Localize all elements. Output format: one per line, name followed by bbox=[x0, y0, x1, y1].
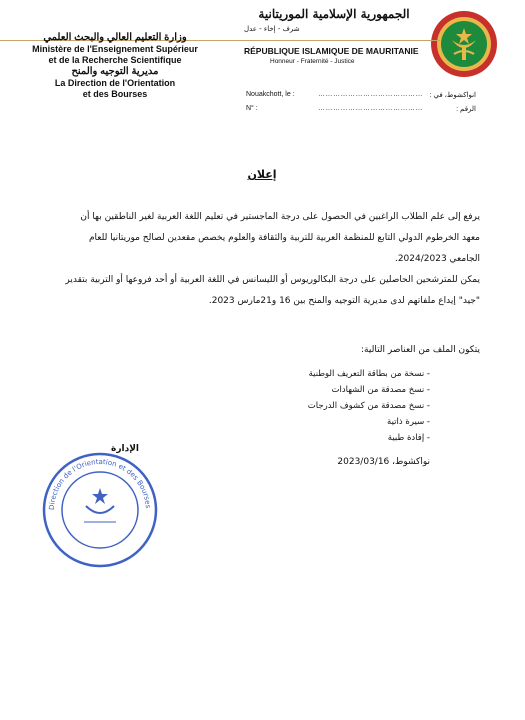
ministry-french-line2: et de la Recherche Scientifique bbox=[48, 55, 182, 65]
announcement-paragraph-2: يمكن للمترشحين الحاصلين على درجة البكالوريوس أو الليسانس في اللغة العربية أو أحد فروعها أو التربية بتقدير "جيد" إيداع ملفاتهم لدى مديرية التوجيه والمنح بين 16 و21مارس 2023. bbox=[65, 275, 480, 306]
list-item: - إفادة طبية bbox=[200, 430, 430, 446]
direction-arabic: مديرية التوجيه والمنح bbox=[71, 66, 159, 77]
requirements-list bbox=[200, 366, 430, 446]
list-item: - سيرة ذاتية bbox=[200, 414, 430, 430]
national-emblem-icon bbox=[430, 10, 498, 78]
issue-date: نواكشوط، 2023/03/16 bbox=[337, 457, 430, 467]
number-label-french: N° : bbox=[246, 105, 258, 112]
motto-french: Honneur - Fraternité - Justice bbox=[270, 58, 355, 65]
svg-text:Direction de l'Orientation et: Direction de l'Orientation et des Bourses bbox=[47, 457, 152, 511]
place-label-arabic: انواكشوط، في : bbox=[429, 92, 476, 99]
republic-name-french: RÉPUBLIQUE ISLAMIQUE DE MAURITANIE bbox=[244, 46, 419, 56]
list-item: - نسخ مصدقة من الشهادات bbox=[200, 382, 430, 398]
number-label-arabic: الرقم : bbox=[456, 106, 476, 113]
place-dots: …………………………………… bbox=[318, 91, 423, 98]
ministry-arabic: وزارة التعليم العالي والبحث العلمي bbox=[43, 32, 187, 43]
list-item: - نسخ مصدقة من كشوف الدرجات bbox=[200, 398, 430, 414]
place-label-french: Nouakchott, le : bbox=[246, 91, 295, 98]
number-dots: …………………………………… bbox=[318, 105, 423, 112]
list-item: - نسخة من بطاقة التعريف الوطنية bbox=[200, 366, 430, 382]
republic-name-arabic: الجمهورية الإسلامية الموريتانية bbox=[258, 7, 410, 21]
direction-french-line1: La Direction de l'Orientation bbox=[54, 78, 176, 88]
announcement-title: إعلان bbox=[247, 168, 277, 181]
direction-french-line2: et des Bourses bbox=[82, 89, 148, 99]
motto-arabic: شرف - إخاء - عدل bbox=[244, 25, 300, 33]
list-intro: يتكون الملف من العناصر التالية: bbox=[361, 345, 480, 355]
announcement-paragraph-1: يرفع إلى علم الطلاب الراغبين في الحصول على درجة الماجستير في تعليم اللغة العربية لغير الناطقين بها أن معهد الخرطوم الدولي التابع للمنظمة العربية للتربية والثقافة والعلوم يخصص مقعدين لصالح موريتانيا للعام الجامعي 2024/2023. bbox=[80, 212, 480, 264]
signature-label: الإدارة bbox=[111, 444, 139, 454]
ministry-french-line1: Ministère de l'Enseignement Supérieur bbox=[32, 44, 198, 54]
ministry-block bbox=[20, 32, 210, 100]
official-stamp-icon bbox=[40, 450, 160, 570]
